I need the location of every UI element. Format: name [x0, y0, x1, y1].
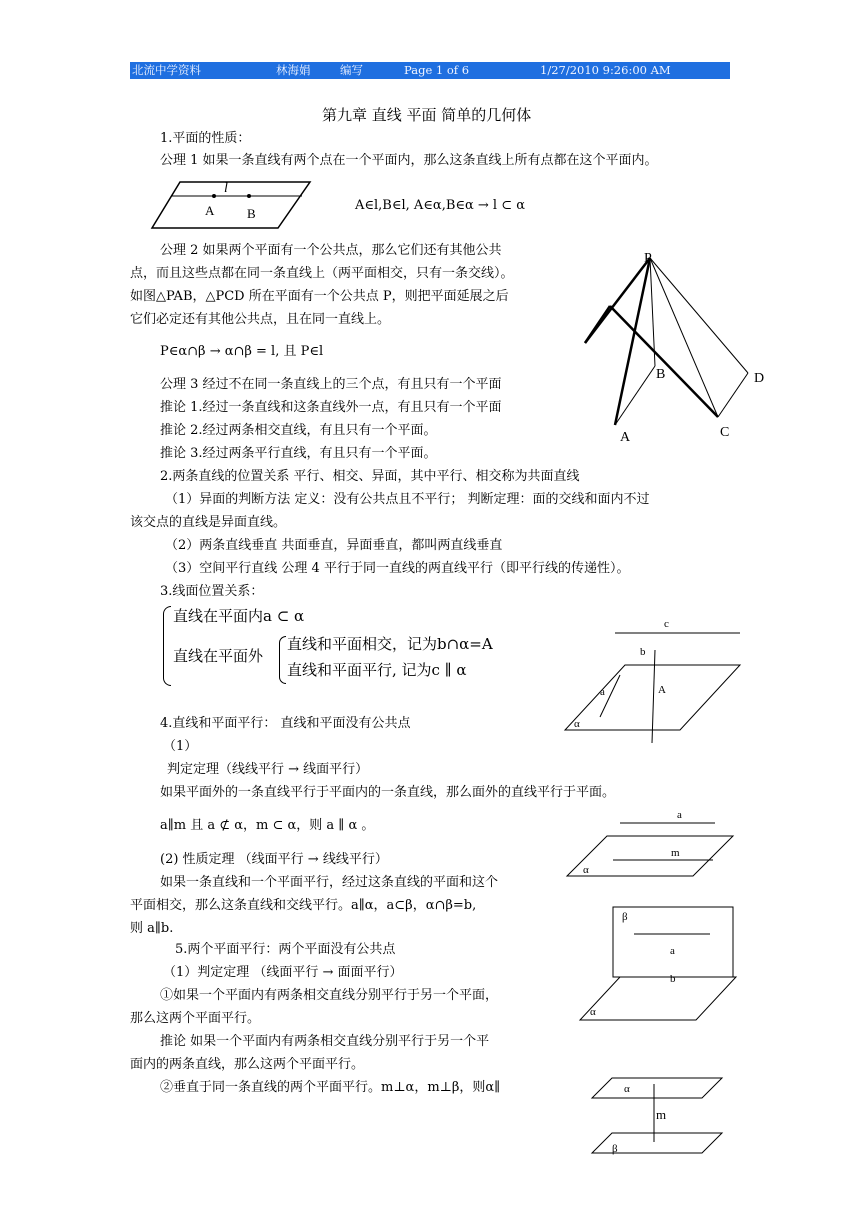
fig6-label-beta: β [612, 1143, 618, 1155]
page-title: 第九章 直线 平面 简单的几何体 [322, 106, 532, 124]
theorem-1-line-2: 那么这两个平面平行。 [130, 1011, 261, 1026]
plane-plane-theorem: （1）判定定理 （线面平行 → 面面平行） [163, 965, 403, 980]
fig5-label-a: a [670, 945, 675, 957]
axiom-2-line-3: 如图△PAB，△PCD 所在平面有一个公共点 P，则把平面延展之后 [130, 289, 509, 304]
fig3-label-c: c [664, 618, 669, 630]
axiom-1-formula: A∈l,B∈l, A∈α,B∈α → l ⊂ α [355, 198, 526, 213]
header-role: 编写 [340, 63, 363, 77]
axiom-1: 公理 1 如果一条直线有两个点在一个平面内，那么这条直线上所有点都在这个平面内。 [160, 153, 658, 168]
line-plane-theorem-text: 如果平面外的一条直线平行于平面内的一条直线，那么面外的直线平行于平面。 [160, 785, 616, 800]
section-3-heading: 3.线面位置关系： [160, 584, 264, 599]
figure-line-plane [560, 615, 745, 745]
inner-brace [279, 636, 286, 684]
document-header [130, 62, 730, 79]
line-intersects-plane: 直线和平面相交，记为b∩α=A [287, 635, 493, 653]
figure-axiom-2-pyramid [580, 248, 780, 448]
line-plane-theorem: 判定定理（线线平行 → 线面平行） [167, 762, 369, 777]
axiom-2-line-1: 公理 2 如果两个平面有一个公共点，那么它们还有其他公共 [160, 243, 502, 258]
section-5-heading: 5.两个平面平行：两个平面没有公共点 [175, 942, 396, 957]
axiom-3: 公理 3 经过不在同一条直线上的三个点，有且只有一个平面 [160, 377, 502, 392]
fig3-label-A: A [658, 684, 666, 696]
plane-corollary-line-2: 面内的两条直线，那么这两个平面平行。 [130, 1057, 365, 1072]
section-4-heading: 4.直线和平面平行： 直线和平面没有公共点 [160, 716, 411, 731]
fig4-label-alpha: α [583, 864, 589, 876]
perpendicular-lines: （2）两条直线垂直 共面垂直，异面垂直，都叫两直线垂直 [165, 538, 503, 553]
fig3-label-b: b [640, 646, 646, 658]
property-text-1: 如果一条直线和一个平面平行，经过这条直线的平面和这个 [160, 875, 499, 890]
fig2-point-d: D [754, 371, 765, 386]
header-source: 北流中学资料 [132, 63, 201, 77]
fig5-label-beta: β [622, 911, 628, 923]
skew-line-1: （1）异面的判断方法 定义：没有公共点且不平行； 判断定理：面的交线和面内不过 [165, 492, 650, 507]
theorem-1-line-1: ①如果一个平面内有两条相交直线分别平行于另一个平面， [160, 988, 499, 1003]
fig5-label-b: b [670, 973, 676, 985]
line-in-plane: 直线在平面内a ⊂ α [173, 607, 305, 625]
outer-brace [163, 606, 171, 686]
property-text-2: 平面相交，那么这条直线和交线平行。a∥α，a⊂β，α∩β=b, [130, 898, 477, 913]
fig5-label-alpha: α [590, 1006, 596, 1018]
axiom-2-formula: P∈α∩β → α∩β = l, 且 P∈l [160, 344, 324, 359]
parallel-lines: （3）空间平行直线 公理 4 平行于同一直线的两直线平行（即平行线的传递性）。 [165, 561, 630, 576]
property-text-3: 则 a∥b. [130, 921, 174, 936]
line-outside-plane: 直线在平面外 [173, 647, 264, 665]
corollary-1: 推论 1.经过一条直线和这条直线外一点，有且只有一个平面 [160, 400, 502, 415]
figure-intersecting-planes [578, 902, 738, 1024]
axiom-2-line-4: 它们必定还有其他公共点，且在同一直线上。 [130, 312, 391, 327]
section-4-item-1: （1） [163, 739, 198, 754]
line-parallel-plane: 直线和平面平行, 记为c ∥ α [287, 661, 467, 679]
line-plane-property: (2) 性质定理 （线面平行 → 线线平行） [160, 852, 388, 867]
fig2-point-b: B [656, 367, 666, 382]
fig3-label-alpha: α [574, 718, 580, 730]
fig6-label-m: m [656, 1107, 667, 1122]
figure-line-plane-parallel [565, 808, 735, 880]
header-author: 林海娟 [276, 63, 311, 77]
plane-corollary-line-1: 推论 如果一个平面内有两条相交直线分别平行于另一个平 [160, 1034, 490, 1049]
fig1-point-b: B [247, 206, 256, 221]
skew-line-2: 该交点的直线是异面直线。 [130, 515, 287, 530]
figure-axiom-1 [150, 180, 320, 230]
fig2-point-a: A [620, 430, 631, 445]
section-1-heading: 1.平面的性质： [160, 131, 251, 146]
fig1-point-a: A [205, 203, 215, 218]
fig2-point-p: P [644, 251, 652, 266]
section-2-heading: 2.两条直线的位置关系 平行、相交、异面，其中平行、相交称为共面直线 [160, 469, 580, 484]
figure-parallel-planes [590, 1076, 725, 1158]
fig3-label-a: a [600, 686, 605, 698]
theorem-2: ②垂直于同一条直线的两个平面平行。m⊥α，m⊥β，则α∥ [160, 1080, 501, 1095]
corollary-3: 推论 3.经过两条平行直线，有且只有一个平面。 [160, 446, 437, 461]
header-page: Page 1 of 6 [404, 63, 470, 77]
corollary-2: 推论 2.经过两条相交直线，有且只有一个平面。 [160, 423, 437, 438]
fig2-point-c: C [720, 425, 730, 440]
fig1-line-label: l [224, 181, 228, 196]
header-datetime: 1/27/2010 9:26:00 AM [540, 63, 671, 77]
axiom-2-line-2: 点，而且这些点都在同一条直线上（两平面相交，只有一条交线）。 [130, 266, 514, 281]
fig6-label-alpha: α [624, 1083, 630, 1095]
fig4-label-m: m [671, 847, 680, 859]
fig4-label-a: a [677, 809, 682, 821]
line-plane-formula: a∥m 且 a ⊄ α，m ⊂ α，则 a ∥ α 。 [160, 818, 375, 833]
